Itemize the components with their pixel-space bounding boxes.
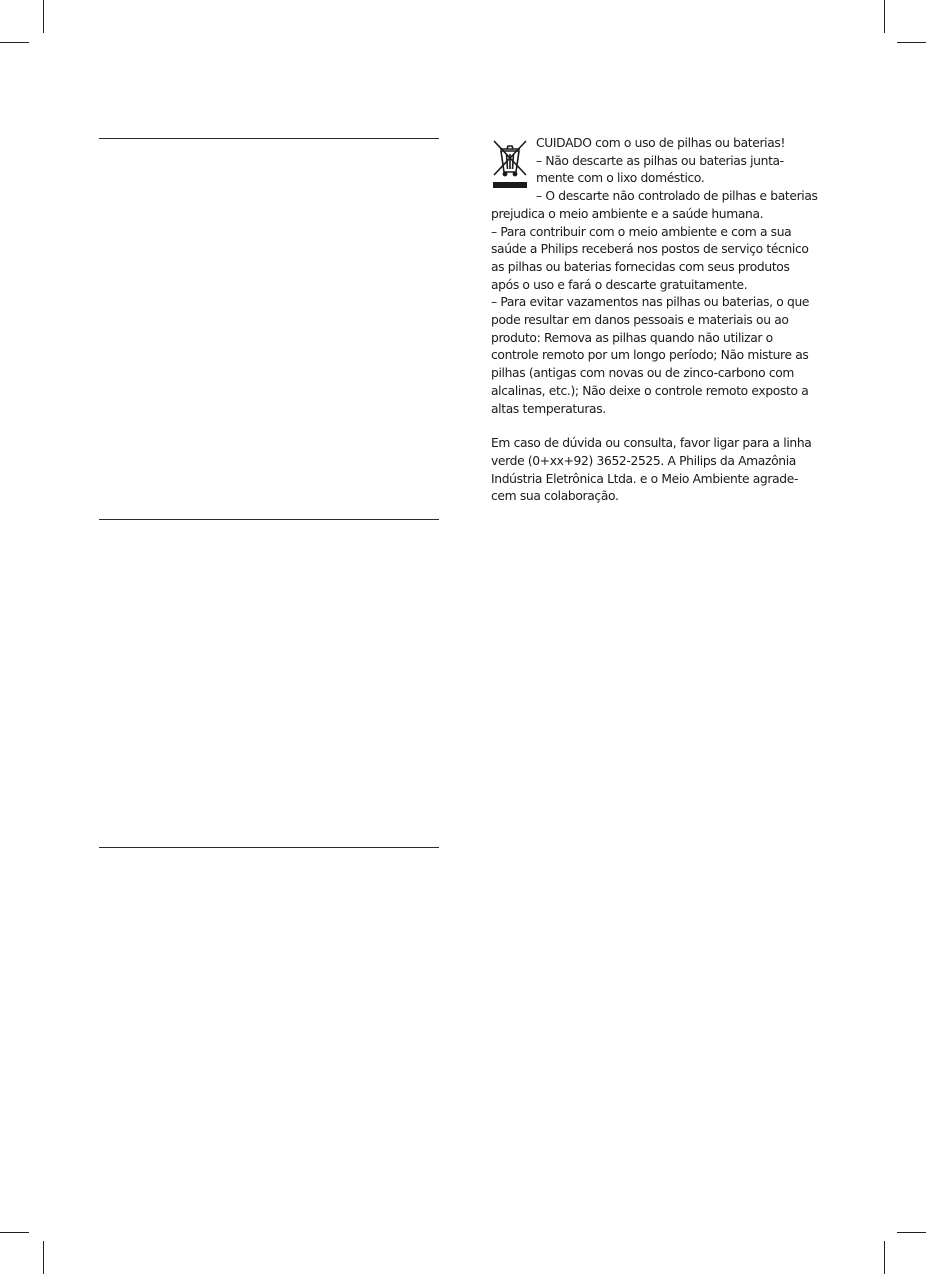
notice-line: alcalinas, etc.); Não deixe o controle remoto exposto a <box>491 383 809 398</box>
notice-line: prejudica o meio ambiente e a saúde humana. <box>491 206 764 221</box>
crop-mark-top-right-horizontal <box>897 42 926 43</box>
section-divider-3 <box>99 847 439 848</box>
contact-line: verde (0+xx+92) 3652-2525. A Philips da Amazônia <box>491 453 796 468</box>
contact-line: Em caso de dúvida ou consulta, favor ligar para a linha <box>491 436 812 451</box>
notice-line: saúde a Philips receberá nos postos de serviço técnico <box>491 242 809 257</box>
notice-line: controle remoto por um longo período; Não misture as <box>491 348 809 363</box>
crop-mark-top-left-vertical <box>43 0 44 33</box>
crop-mark-top-left-horizontal <box>0 42 29 43</box>
notice-line: – Para contribuir com o meio ambiente e com a sua <box>491 224 792 239</box>
notice-line: produto: Remova as pilhas quando não utilizar o <box>491 330 773 345</box>
contact-line: cem sua colaboração. <box>491 489 619 504</box>
section-divider-1 <box>99 138 439 139</box>
crop-mark-top-right-vertical <box>884 0 885 33</box>
notice-line: as pilhas ou baterias fornecidas com seus produtos <box>491 259 790 274</box>
notice-line: – Para evitar vazamentos nas pilhas ou baterias, o que <box>491 295 810 310</box>
crop-mark-bottom-left-horizontal <box>0 1232 29 1233</box>
battery-disposal-notice <box>491 135 836 506</box>
crop-mark-bottom-left-vertical <box>43 1241 44 1274</box>
section-divider-2 <box>99 519 439 520</box>
contact-line: Indústria Eletrônica Ltda. e o Meio Ambiente agrade- <box>491 471 799 486</box>
paragraph-gap <box>491 418 836 435</box>
notice-line: após o uso e fará o descarte gratuitamente. <box>491 277 748 292</box>
notice-line: pode resultar em danos pessoais e materiais ou ao <box>491 313 789 328</box>
notice-line: CUIDADO com o uso de pilhas ou baterias! <box>536 136 786 150</box>
notice-line: mente com o lixo doméstico. <box>536 171 705 186</box>
notice-line: altas temperaturas. <box>491 401 606 416</box>
notice-line: – Não descarte as pilhas ou baterias junta- <box>536 153 784 168</box>
crop-mark-bottom-right-horizontal <box>897 1232 926 1233</box>
notice-line: – O descarte não controlado de pilhas e baterias <box>536 189 818 204</box>
crop-mark-bottom-right-vertical <box>884 1241 885 1274</box>
notice-line: pilhas (antigas com novas ou de zinco-carbono com <box>491 366 795 381</box>
